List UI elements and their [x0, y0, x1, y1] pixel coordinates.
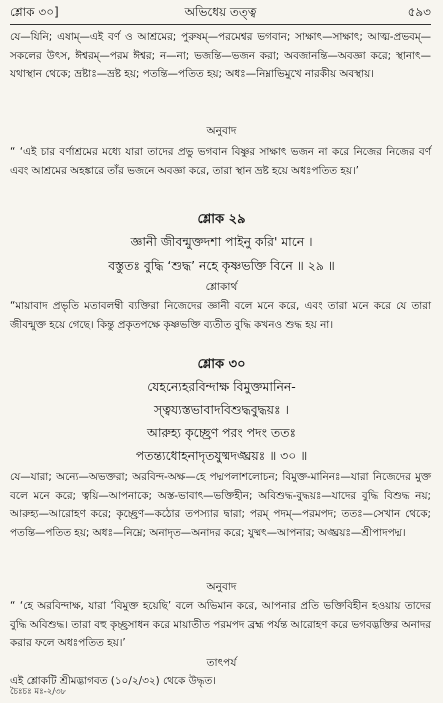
header-verse-range: শ্লোক ৩০] [10, 5, 59, 19]
translation-paragraph-2: “ ‘হে অরবিন্দাক্ষ, যারা ‘বিমুক্ত হয়েছি’ বলে অভিমান করে, আপনার প্রতি ভক্তিবিহীন হওয়ায় তাদের বুদ্ধি অবিশুদ্ধ। তারা বহু কৃচ্ছ্রসাধন করে মায়াতীত পরমপদ ব্রহ্ম পর্যন্ত আরোহণ করে ভগবদ্ভক্তির অনাদর করার ফলে অধঃপতিত হয়।’ [10, 600, 431, 649]
verse-29-heading: শ্লোক ২৯ [197, 212, 246, 227]
shlokartha-paragraph: “মায়াবাদ প্রভৃতি মতাবলম্বী ব্যক্তিরা নিজেদের জ্ঞানী বলে মনে করে, এবং তারা মনে করে যে তারা জীবন্মুক্ত হয়ে গেছে। কিন্তু প্রকৃতপক্ষে কৃষ্ণভক্তি ব্যতীত বুদ্ধি কখনও শুদ্ধ হয় না। [10, 300, 431, 331]
footer-signature: চৈঃচঃ মঃ-২/৩৮ [10, 687, 67, 697]
translation-label-2: অনুবাদ [206, 581, 237, 593]
verse-30-line-2: স্ত্বয্যস্তভাবাদবিশুদ্ধবুদ্ধয়ঃ । [154, 402, 289, 417]
verse-30-line-1: যেহন্যেহরবিন্দাক্ষ বিমুক্তমানিন- [147, 379, 296, 394]
purport-label: তাৎপর্য [206, 657, 237, 669]
verse-30-heading: শ্লোক ৩০ [197, 357, 246, 372]
header-page-number: ৫৯৩ [407, 5, 431, 19]
verse-29-line-2: বস্তুতঃ বুদ্ধি ‘শুদ্ধ’ নহে কৃষ্ণভক্তি বিনে ॥ ২৯ ॥ [108, 258, 335, 273]
verse-30-line-4: পতন্ত্যধোহনাদৃতযুষ্মদঙ্ঘ্রয়ঃ ॥ ৩০ ॥ [135, 448, 308, 463]
header-rule [10, 24, 431, 25]
word-meaning-paragraph-2: যে—যারা; অন্যে—অভক্তরা; অরবিন্দ-অক্ষ—হে পদ্মপলাশলোচন; বিমুক্ত-মানিনঃ—যারা নিজেদের মুক্ত বলে মনে করে; ত্বয়ি—আপনাকে; অস্ত-ভাবাৎ—ভক্তিহীন; অবিশুদ্ধ-বুদ্ধয়ঃ—যাদের বুদ্ধি বিশুদ্ধ নয়; আরুহ্য—আরোহণ করে; কৃচ্ছ্রেণ—কঠোর তপস্যার দ্বারা; পরম্ পদম্—পরমপদ; ততঃ—সেখান থেকে; পতন্তি—পতিত হয়; অধঃ—নিম্নে; অনাদৃত—অনাদর করে; যুষ্মৎ—আপনার; অঙ্ঘ্রয়ঃ—শ্রীপাদপদ্ম। [10, 471, 431, 539]
translation-label-1: অনুবাদ [206, 125, 237, 137]
verse-30-line-3: আরুহ্য কৃচ্ছ্রেণ পরং পদং ততঃ [146, 425, 297, 440]
translation-paragraph-1: “ ‘এই চার বর্ণাশ্রমের মধ্যে যারা তাদের প্রভু ভগবান বিষ্ণুর সাক্ষাৎ ভজন না করে নিজের নিজের বর্ণ এবং আশ্রমের অহঙ্কারে তাঁর ভজনে অবজ্ঞা করে, তারা স্থান ভ্রষ্ট হয়ে অধঃপতিত হয়।’ [10, 146, 431, 177]
header-chapter-title: অভিধেয় তত্ত্ব [184, 5, 257, 19]
running-header [10, 4, 431, 24]
verse-29-line-1: জ্ঞানী জীবন্মুক্তদশা পাইনু করি' মানে । [130, 234, 313, 249]
word-meaning-paragraph-1: যে—যিনি; এষাম্—এই বর্ণ ও আশ্রমের; পুরুষম্—পরমেশ্বর ভগবান; সাক্ষাৎ—সাক্ষাৎ; আত্ম-প্রভবম্—সকলের উৎস, ঈশ্বরম্—পরম ঈশ্বর; ন—না; ভজন্তি—ভজন করা; অবজানন্তি—অবজ্ঞা করে; স্থানাৎ—যথাস্থান থেকে; ভ্রষ্টাঃ—ভ্রষ্ট হয়; পতন্তি—পতিত হয়; অধঃ—নিম্নাভিমুখে নারকীয় অবস্থায়। [10, 31, 431, 80]
shlokartha-label: শ্লোকার্থ [205, 281, 238, 293]
purport-paragraph: এই শ্লোকটি শ্রীমদ্ভাগবত (১০/২/৩২) থেকে উদ্ধৃত। [10, 675, 216, 687]
